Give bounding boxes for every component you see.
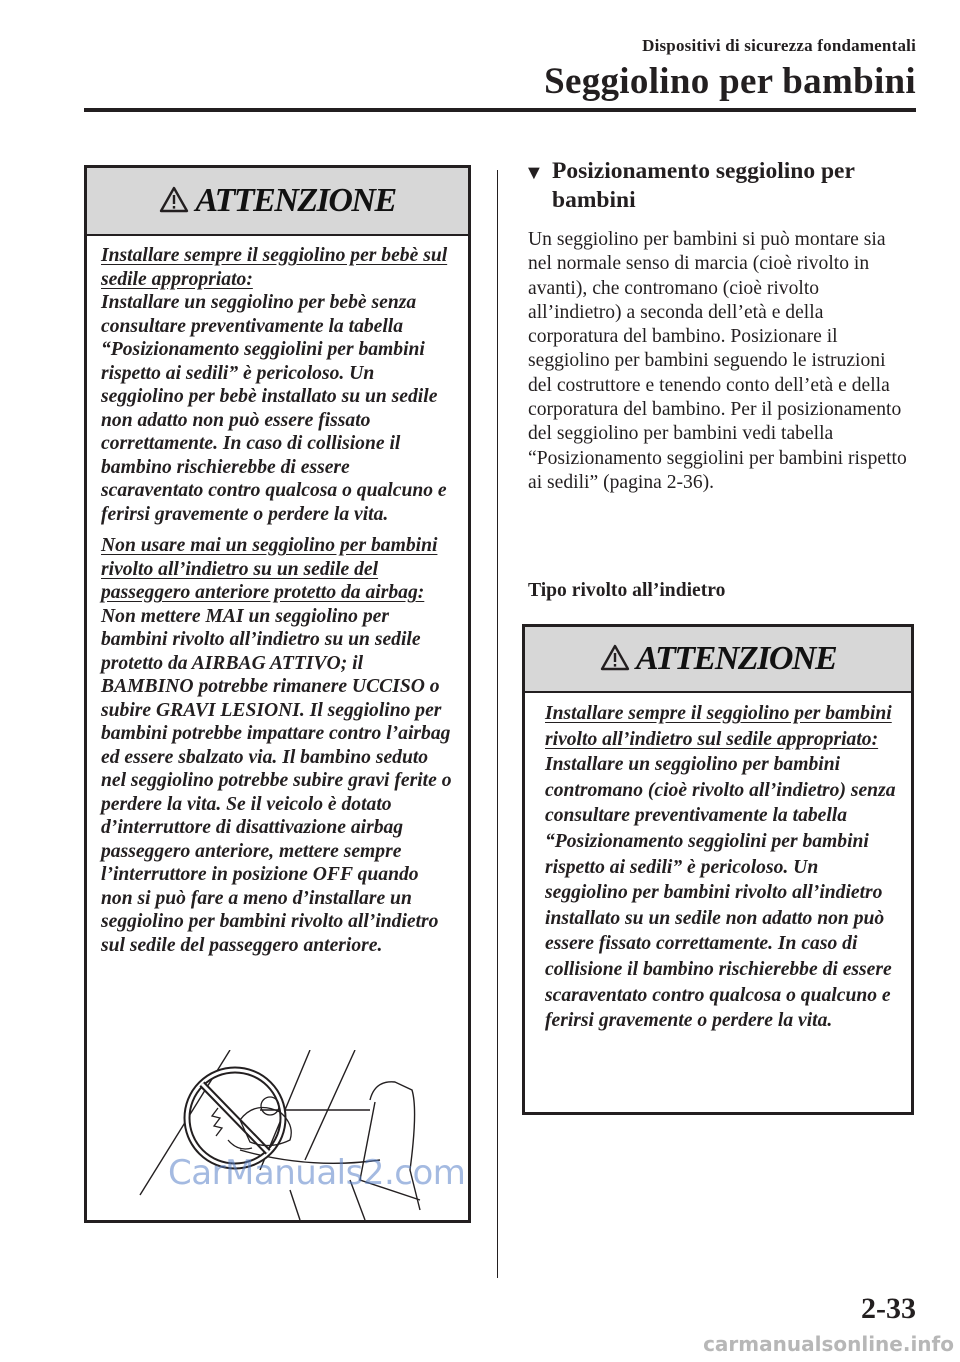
- page-header-subtitle: Dispositivi di sicurezza fondamentali: [642, 36, 916, 55]
- section-body: Un seggiolino per bambini si può montare sia nel normale senso di marcia (cioè rivolto in avanti), che contromano (cioè rivolto all’indietro) a seconda dell’età e della corporatura del bambino. Posizionare il seggiolino per bambini seguendo le istruzioni del costruttore e tenendo conto dell’età e della corporatura del bambino. Per il posizionamento del seggiolino per bambini vedi tabella “Posizionamento seggiolini per bambini rispetto ai sedili” (pagina 2-36).: [528, 229, 907, 493]
- watermark-corner: carmanualsonline.info: [703, 1332, 954, 1356]
- column-divider: [497, 170, 498, 1278]
- warning-triangle-icon: [600, 643, 630, 676]
- section-heading: ▼ Posizionamento seggiolino per bambini: [524, 158, 855, 213]
- warning-heading: Installare sempre il seggiolino per bebè sul sedile appropriato:: [101, 245, 448, 290]
- warning-header: [525, 627, 911, 693]
- watermark-inline: CarManuals2.com: [168, 1153, 466, 1193]
- warning-body: [525, 693, 911, 1034]
- warning-text: Non mettere MAI un seggiolino per bambini rivolto all’indietro su un sedile protetto da AIRBAG ATTIVO; il BAMBINO potrebbe rimanere UCCISO o subire GRAVI LESIONI. Il seggiolino per bambini potrebbe impattare contro l’airbag ed essere sbalzato via. Il bambino seduto nel seggiolino potrebbe subire gravi ferite o perdere la vita. Se il veicolo è dotato d’interruttore di disattivazione airbag passeggero anteriore, mettere sempre l’interruttore in posizione OFF quando non si può fare a meno d’installare un seggiolino per bambini rivolto all’indietro sul sedile del passeggero anteriore.: [101, 605, 452, 956]
- section-subheading: Tipo rivolto all’indietro: [528, 580, 726, 601]
- warning-heading: Non usare mai un seggiolino per bambini rivolto all’indietro su un sedile del passeggero anteriore protetto da airbag:: [101, 535, 438, 603]
- warning-label: ATTENZIONE: [635, 640, 837, 677]
- triangle-down-icon: ▼: [524, 162, 544, 184]
- page-number: 2-33: [861, 1292, 916, 1325]
- warning-heading: Installare sempre il seggiolino per bambini rivolto all’indietro sul sedile appropriato:: [545, 703, 892, 750]
- header-rule: [84, 108, 916, 112]
- warning-label: ATTENZIONE: [195, 182, 396, 219]
- warning-header: [87, 168, 468, 236]
- page-header-title: Seggiolino per bambini: [544, 61, 916, 102]
- warning-text: Installare un seggiolino per bambini contromano (cioè rivolto all’indietro) senza consultare preventivamente la tabella “Posizionamento seggiolini per bambini rispetto ai sedili” è pericoloso. Un seggiolino per bambini rivolto all’indietro installato su un sedile non adatto non può essere fissato correttamente. In caso di collisione il bambino rischierebbe di essere scaraventato contro qualcosa o qualcuno e ferirsi gravemente o perdere la vita.: [545, 754, 896, 1032]
- airbag-child-seat-illustration: [120, 1050, 450, 1220]
- warning-triangle-icon: [159, 185, 189, 218]
- warning-box-right: [522, 624, 914, 1115]
- warning-text: Installare un seggiolino per bebè senza consultare preventivamente la tabella “Posizionamento seggiolini per bambini rispetto ai sedili” è pericoloso. Un seggiolino per bebè installato su un sedile non adatto non può essere fissato correttamente. In caso di collisione il bambino rischierebbe di essere scaraventato contro qualcosa o qualcuno e ferirsi gravemente o perdere la vita.: [101, 292, 447, 525]
- warning-body: [87, 236, 468, 957]
